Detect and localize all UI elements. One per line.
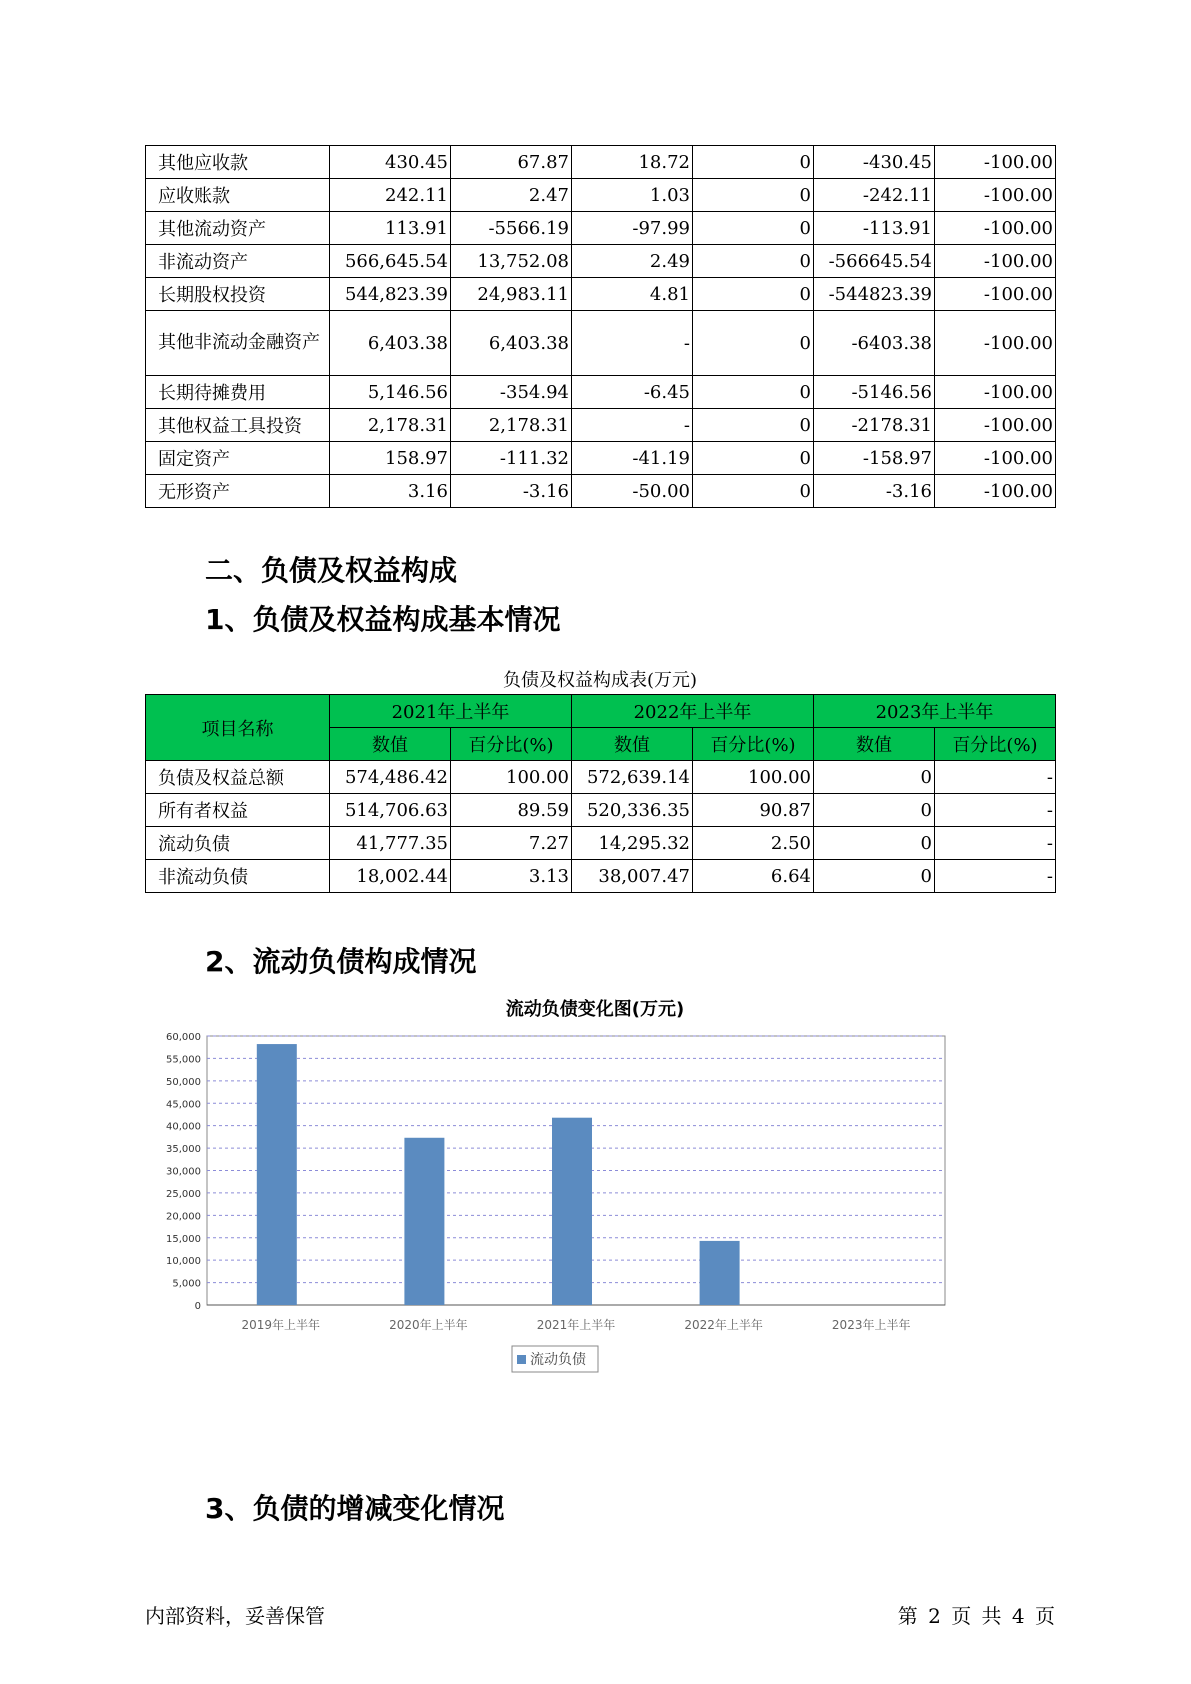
row-label: 所有者权益: [146, 794, 330, 827]
y-tick-label: 55,000: [166, 1054, 201, 1066]
table-cell: 0: [693, 376, 814, 409]
y-tick-label: 60,000: [166, 1032, 201, 1043]
legend-swatch: [517, 1355, 526, 1364]
table-cell: -100.00: [935, 409, 1056, 442]
table-cell: 100.00: [451, 761, 572, 794]
table-cell: 6,403.38: [451, 311, 572, 376]
table-cell: -111.32: [451, 442, 572, 475]
legend-label: 流动负债: [530, 1352, 586, 1368]
table-cell: 0: [693, 179, 814, 212]
y-tick-label: 50,000: [166, 1076, 201, 1088]
table-cell: 0: [693, 245, 814, 278]
value-header: 数值: [814, 728, 935, 761]
table-cell: -50.00: [572, 475, 693, 508]
row-label: 固定资产: [146, 442, 330, 475]
row-label: 其他权益工具投资: [146, 409, 330, 442]
y-tick-label: 45,000: [166, 1099, 201, 1111]
table-cell: -100.00: [935, 179, 1056, 212]
table-row: [146, 212, 1056, 245]
table-cell: -100.00: [935, 311, 1056, 376]
row-label: 无形资产: [146, 475, 330, 508]
table-cell: 514,706.63: [330, 794, 451, 827]
table-cell: 2,178.31: [330, 409, 451, 442]
table-cell: 2.49: [572, 245, 693, 278]
table-row: [146, 409, 1056, 442]
table-cell: 89.59: [451, 794, 572, 827]
row-label: 非流动负债: [146, 860, 330, 893]
table-cell: 0: [693, 311, 814, 376]
bar: [700, 1241, 740, 1305]
percent-header: 百分比(%): [693, 728, 814, 761]
table-cell: -158.97: [814, 442, 935, 475]
table-cell: 41,777.35: [330, 827, 451, 860]
table-cell: -113.91: [814, 212, 935, 245]
table-cell: -100.00: [935, 475, 1056, 508]
table-cell: 2.47: [451, 179, 572, 212]
table-cell: 18.72: [572, 146, 693, 179]
table-cell: 520,336.35: [572, 794, 693, 827]
table-row: [146, 442, 1056, 475]
footer-page-number: 第 2 页 共 4 页: [897, 1604, 1055, 1628]
bar: [404, 1138, 444, 1305]
table-cell: 0: [814, 761, 935, 794]
table-cell: -3.16: [814, 475, 935, 508]
equity-header-row: [146, 695, 1056, 728]
table-cell: 566,645.54: [330, 245, 451, 278]
row-label: 负债及权益总额: [146, 761, 330, 794]
footer-confidential: 内部资料，妥善保管: [145, 1604, 325, 1628]
table-cell: 113.91: [330, 212, 451, 245]
table-cell: 2.50: [693, 827, 814, 860]
table-cell: -97.99: [572, 212, 693, 245]
table-cell: 13,752.08: [451, 245, 572, 278]
y-tick-label: 35,000: [166, 1144, 201, 1156]
table-row: [146, 475, 1056, 508]
bar: [552, 1118, 592, 1305]
table-cell: -6403.38: [814, 311, 935, 376]
table-cell: -: [572, 409, 693, 442]
table-cell: 24,983.11: [451, 278, 572, 311]
table-cell: -: [935, 761, 1056, 794]
table-cell: 67.87: [451, 146, 572, 179]
row-label: 应收账款: [146, 179, 330, 212]
y-tick-label: 5,000: [172, 1278, 201, 1290]
row-label: 长期待摊费用: [146, 376, 330, 409]
table-row: [146, 311, 1056, 376]
table-cell: -100.00: [935, 278, 1056, 311]
year-header: 2022年上半年: [572, 695, 814, 728]
percent-header: 百分比(%): [451, 728, 572, 761]
y-tick-label: 20,000: [166, 1211, 201, 1223]
subsection-heading-liability-change: 3、负债的增减变化情况: [205, 1492, 505, 1525]
table-cell: -3.16: [451, 475, 572, 508]
row-label: 流动负债: [146, 827, 330, 860]
table-cell: -: [935, 860, 1056, 893]
y-tick-label: 0: [194, 1301, 201, 1312]
table-cell: 7.27: [451, 827, 572, 860]
y-tick-label: 30,000: [166, 1166, 201, 1178]
chart-canvas: [160, 995, 1030, 1445]
table-cell: -354.94: [451, 376, 572, 409]
bar: [257, 1044, 297, 1305]
table-cell: 0: [693, 146, 814, 179]
table-row: [146, 794, 1056, 827]
table-cell: 6,403.38: [330, 311, 451, 376]
equity-table-caption: 负债及权益构成表(万元): [502, 670, 698, 691]
table-cell: 0: [693, 442, 814, 475]
y-tick-label: 15,000: [166, 1233, 201, 1245]
row-label: 其他应收款: [146, 146, 330, 179]
y-tick-label: 25,000: [166, 1188, 201, 1200]
x-tick-label: 2023年上半年: [831, 1318, 911, 1332]
item-name-header: 项目名称: [146, 695, 330, 761]
year-header: 2023年上半年: [814, 695, 1056, 728]
table-cell: 0: [693, 409, 814, 442]
table-cell: 0: [814, 860, 935, 893]
table-cell: -100.00: [935, 442, 1056, 475]
row-label: 其他非流动金融资产: [146, 311, 330, 376]
table-cell: 5,146.56: [330, 376, 451, 409]
table-row: [146, 761, 1056, 794]
table-cell: 0: [693, 212, 814, 245]
table-cell: -: [572, 311, 693, 376]
table-row: [146, 827, 1056, 860]
x-tick-label: 2019年上半年: [241, 1318, 321, 1332]
row-label: 其他流动资产: [146, 212, 330, 245]
table-cell: 158.97: [330, 442, 451, 475]
value-header: 数值: [330, 728, 451, 761]
table-cell: -430.45: [814, 146, 935, 179]
table-cell: 100.00: [693, 761, 814, 794]
assets-table: [145, 145, 1056, 508]
table-row: [146, 245, 1056, 278]
subsection-heading-current-liabilities: 2、流动负债构成情况: [205, 945, 477, 978]
table-cell: -2178.31: [814, 409, 935, 442]
table-cell: 544,823.39: [330, 278, 451, 311]
section-heading-liabilities-equity: 二、负债及权益构成: [205, 554, 458, 587]
table-cell: -544823.39: [814, 278, 935, 311]
table-row: [146, 376, 1056, 409]
table-row: [146, 146, 1056, 179]
table-row: [146, 860, 1056, 893]
table-cell: 0: [814, 794, 935, 827]
value-header: 数值: [572, 728, 693, 761]
table-cell: 0: [693, 475, 814, 508]
table-cell: 242.11: [330, 179, 451, 212]
table-cell: 18,002.44: [330, 860, 451, 893]
table-cell: -566645.54: [814, 245, 935, 278]
table-row: [146, 278, 1056, 311]
equity-table: [145, 694, 1056, 893]
y-tick-label: 40,000: [166, 1121, 201, 1133]
table-cell: 90.87: [693, 794, 814, 827]
table-cell: 3.13: [451, 860, 572, 893]
table-cell: -100.00: [935, 245, 1056, 278]
current-liabilities-chart: [160, 995, 1030, 1445]
row-label: 长期股权投资: [146, 278, 330, 311]
table-cell: -: [935, 827, 1056, 860]
chart-title: 流动负债变化图(万元): [505, 999, 685, 1020]
table-cell: 38,007.47: [572, 860, 693, 893]
table-cell: 2,178.31: [451, 409, 572, 442]
table-cell: 574,486.42: [330, 761, 451, 794]
table-cell: -41.19: [572, 442, 693, 475]
table-cell: -242.11: [814, 179, 935, 212]
table-cell: 572,639.14: [572, 761, 693, 794]
table-cell: -100.00: [935, 376, 1056, 409]
year-header: 2021年上半年: [330, 695, 572, 728]
table-cell: 6.64: [693, 860, 814, 893]
table-cell: 430.45: [330, 146, 451, 179]
table-cell: -6.45: [572, 376, 693, 409]
x-tick-label: 2022年上半年: [684, 1318, 763, 1332]
row-label: 非流动资产: [146, 245, 330, 278]
table-cell: 0: [814, 827, 935, 860]
table-cell: 4.81: [572, 278, 693, 311]
table-cell: -100.00: [935, 146, 1056, 179]
table-cell: -5566.19: [451, 212, 572, 245]
table-cell: 3.16: [330, 475, 451, 508]
table-cell: -: [935, 794, 1056, 827]
y-tick-label: 10,000: [166, 1256, 201, 1268]
percent-header: 百分比(%): [935, 728, 1056, 761]
table-cell: -5146.56: [814, 376, 935, 409]
table-cell: -100.00: [935, 212, 1056, 245]
x-tick-label: 2020年上半年: [389, 1318, 468, 1332]
table-cell: 1.03: [572, 179, 693, 212]
table-cell: 0: [693, 278, 814, 311]
x-tick-label: 2021年上半年: [536, 1318, 616, 1332]
table-cell: 14,295.32: [572, 827, 693, 860]
table-row: [146, 179, 1056, 212]
subsection-heading-basic: 1、负债及权益构成基本情况: [205, 603, 561, 636]
